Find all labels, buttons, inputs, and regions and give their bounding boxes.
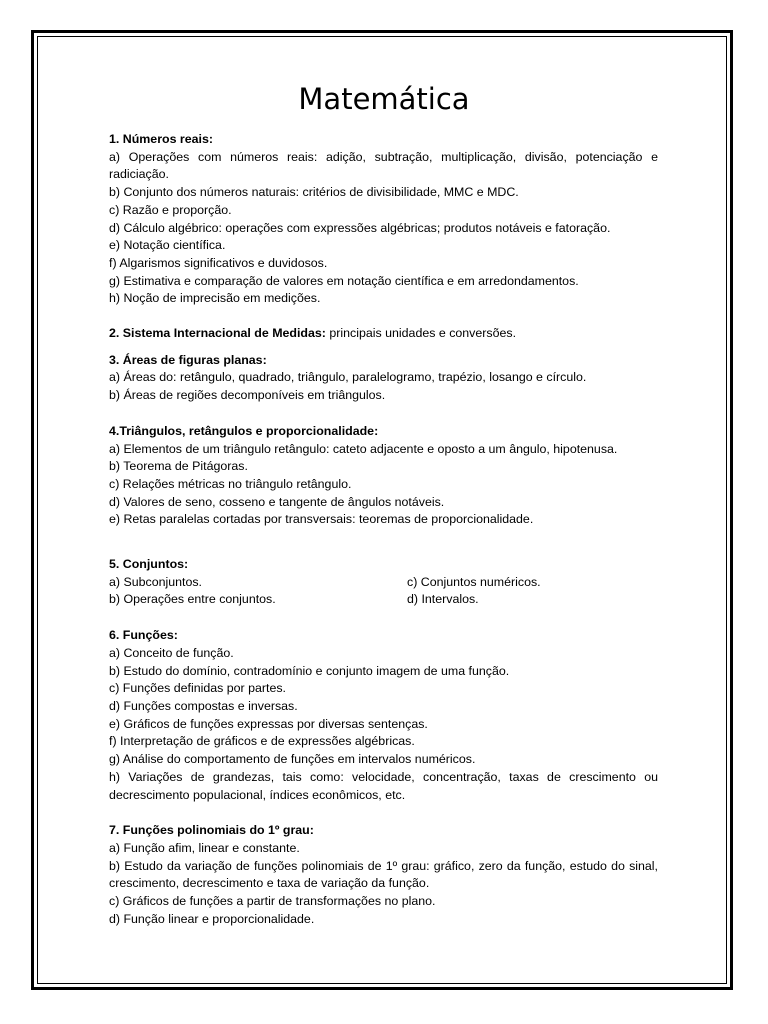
list-item: h) Variações de grandezas, tais como: velocidade, concentração, taxas de crescimento ou decrescimento populacional, índices econômicos, etc. (109, 769, 658, 802)
list-item: d) Valores de seno, cosseno e tangente de ângulos notáveis. (109, 494, 445, 509)
section-heading: 7. Funções polinomiais do 1º grau: (109, 823, 314, 838)
conjuntos-row (109, 591, 658, 609)
section-heading: 5. Conjuntos: (109, 557, 189, 572)
section-heading: 2. Sistema Internacional de Medidas: (109, 326, 326, 341)
list-item: e) Retas paralelas cortadas por transversais: teoremas de proporcionalidade. (109, 512, 534, 527)
list-item: a) Função afim, linear e constante. (109, 840, 300, 855)
list-item: b) Estudo do domínio, contradomínio e conjunto imagem de uma função. (109, 663, 510, 678)
section-text: principais unidades e conversões. (325, 326, 517, 341)
section-areas (109, 352, 658, 405)
list-item: h) Noção de imprecisão em medições. (109, 291, 321, 306)
list-item: c) Conjuntos numéricos. (407, 574, 541, 589)
list-item: b) Operações entre conjuntos. (109, 592, 276, 607)
list-item: c) Funções definidas por partes. (109, 681, 287, 696)
list-item: a) Subconjuntos. (109, 574, 202, 589)
list-item: c) Razão e proporção. (109, 202, 232, 217)
list-item: e) Gráficos de funções expressas por diversas sentenças. (109, 716, 428, 731)
section-funcoes-polinomiais (109, 822, 658, 928)
section-sistema-internacional (109, 325, 658, 343)
section-funcoes (109, 627, 658, 804)
page-title: Matemática (298, 82, 470, 116)
list-item: c) Relações métricas no triângulo retângulo. (109, 476, 352, 491)
list-item: b) Áreas de regiões decomponíveis em triângulos. (109, 388, 386, 403)
list-item: d) Função linear e proporcionalidade. (109, 911, 315, 926)
list-item: d) Cálculo algébrico: operações com expressões algébricas; produtos notáveis e fatoração. (109, 220, 611, 235)
list-item: b) Estudo da variação de funções polinomiais de 1º grau: gráfico, zero da função, estudo do sinal, crescimento, decrescimento e taxa de variação da função. (109, 858, 658, 891)
list-item: c) Gráficos de funções a partir de transformações no plano. (109, 894, 436, 909)
conjuntos-row (109, 574, 658, 592)
section-triangulos (109, 423, 658, 529)
section-heading: 1. Números reais: (109, 132, 213, 146)
list-item: g) Análise do comportamento de funções em intervalos numéricos. (109, 752, 476, 767)
list-item: b) Teorema de Pitágoras. (109, 459, 248, 474)
section-heading: 6. Funções: (109, 628, 178, 643)
list-item: d) Funções compostas e inversas. (109, 698, 298, 713)
section-heading: 4.Triângulos, retângulos e proporcionalidade: (109, 423, 379, 438)
section-heading: 3. Áreas de figuras planas: (109, 352, 267, 367)
list-item: a) Elementos de um triângulo retângulo: cateto adjacente e oposto a um ângulo, hipotenusa. (109, 441, 618, 456)
list-item: a) Conceito de função. (109, 645, 234, 660)
section-conjuntos (109, 556, 658, 609)
list-item: d) Intervalos. (407, 592, 479, 607)
list-item: e) Notação científica. (109, 238, 226, 253)
syllabus-content (109, 131, 658, 928)
list-item: a) Áreas do: retângulo, quadrado, triângulo, paralelogramo, trapézio, losango e círculo. (109, 370, 587, 385)
list-item: g) Estimativa e comparação de valores em notação científica e em arredondamentos. (109, 273, 579, 288)
section-line (109, 325, 658, 343)
list-item: b) Conjunto dos números naturais: critérios de divisibilidade, MMC e MDC. (109, 185, 519, 200)
list-item: f) Interpretação de gráficos e de expressões algébricas. (109, 734, 415, 749)
list-item: a) Operações com números reais: adição, subtração, multiplicação, divisão, potenciação e radiciação. (109, 149, 658, 182)
section-numeros-reais (109, 131, 658, 308)
list-item: f) Algarismos significativos e duvidosos. (109, 255, 328, 270)
